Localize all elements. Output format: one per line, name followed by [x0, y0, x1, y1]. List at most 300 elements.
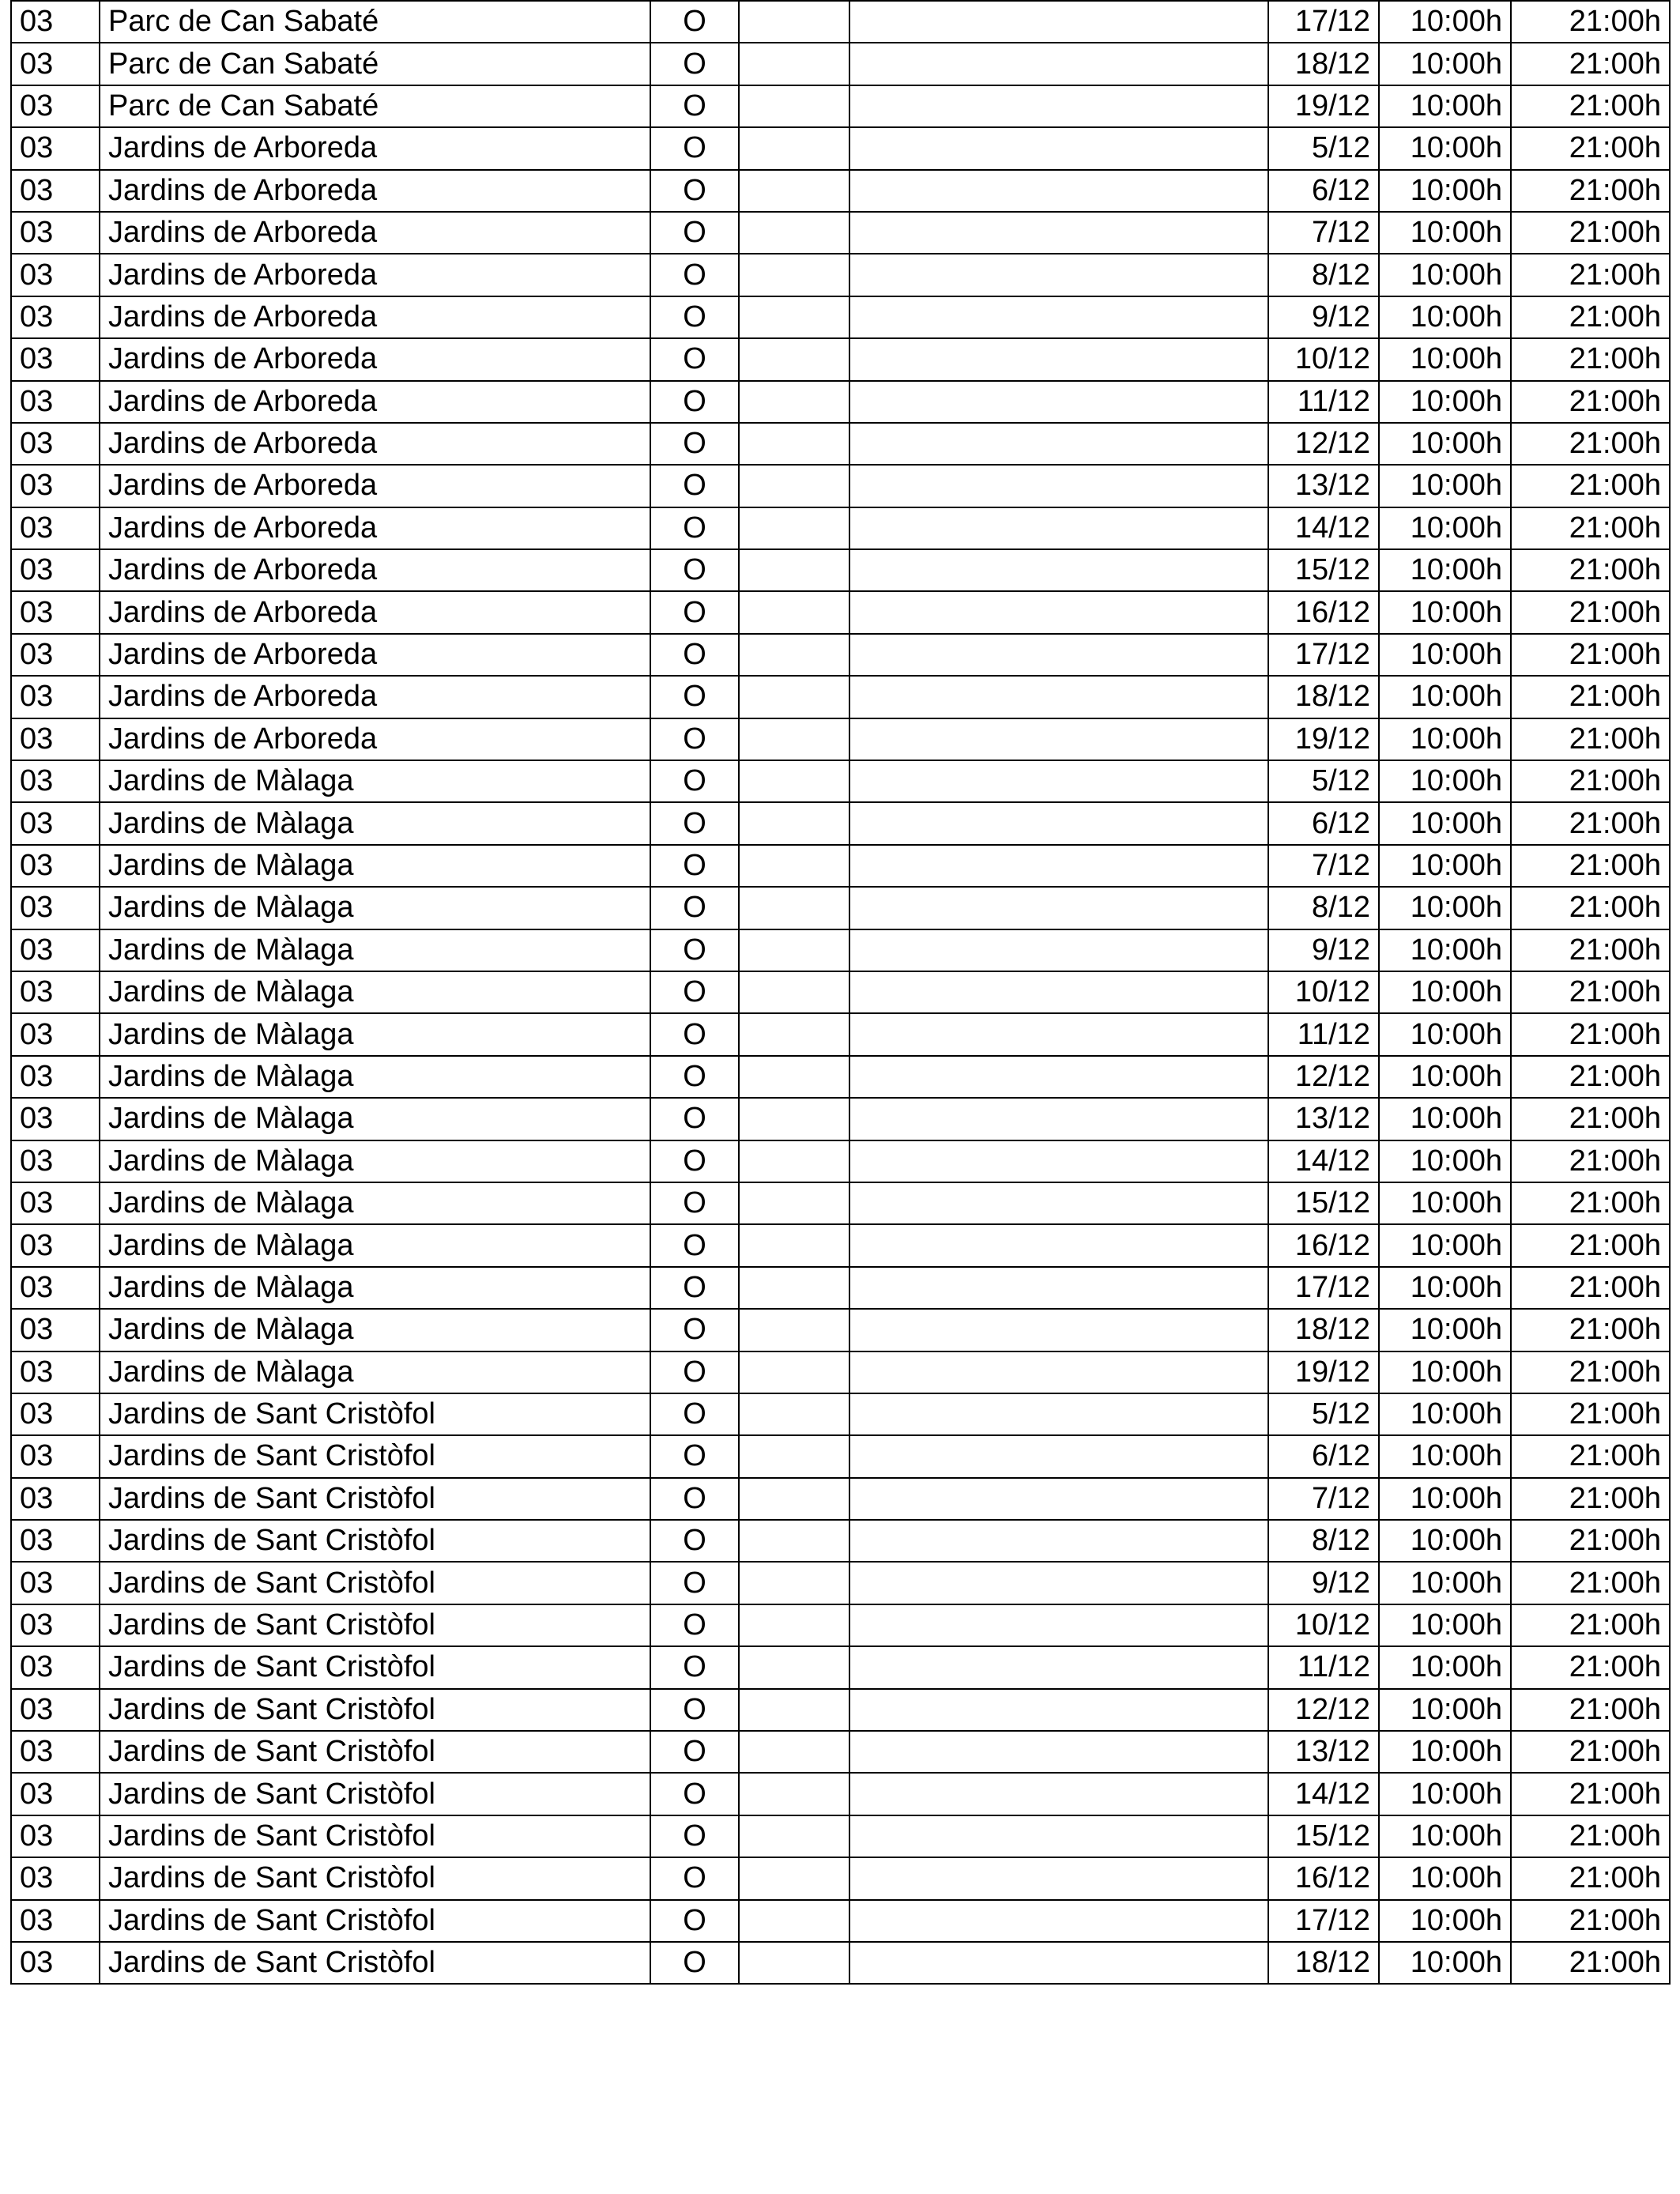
cell-start-time: 10:00h [1379, 1815, 1511, 1857]
cell-end-time: 21:00h [1511, 802, 1670, 844]
cell-empty [739, 1815, 849, 1857]
cell-start-time: 10:00h [1379, 1140, 1511, 1182]
schedule-table [10, 0, 1671, 1985]
cell-empty [849, 212, 1268, 254]
cell-place: Jardins de Arboreda [100, 423, 650, 465]
table-row [11, 591, 1670, 633]
cell-empty [849, 1435, 1268, 1477]
cell-empty [849, 845, 1268, 887]
cell-type: O [650, 1309, 739, 1351]
table-row [11, 212, 1670, 254]
cell-type: O [650, 1351, 739, 1393]
cell-type: O [650, 845, 739, 887]
cell-empty [849, 1942, 1268, 1984]
cell-start-time: 10:00h [1379, 1604, 1511, 1646]
cell-place: Jardins de Sant Cristòfol [100, 1857, 650, 1899]
cell-place: Jardins de Sant Cristòfol [100, 1478, 650, 1520]
cell-empty [739, 549, 849, 591]
cell-empty [739, 1351, 849, 1393]
cell-place: Jardins de Sant Cristòfol [100, 1773, 650, 1815]
cell-place: Jardins de Màlaga [100, 971, 650, 1013]
cell-empty [739, 1520, 849, 1562]
cell-date: 18/12 [1268, 43, 1379, 85]
cell-type: O [650, 465, 739, 507]
cell-empty [849, 1393, 1268, 1435]
table-row [11, 170, 1670, 212]
cell-empty [739, 845, 849, 887]
cell-empty [739, 929, 849, 971]
cell-code: 03 [11, 1056, 100, 1098]
cell-start-time: 10:00h [1379, 802, 1511, 844]
cell-date: 6/12 [1268, 802, 1379, 844]
cell-end-time: 21:00h [1511, 1393, 1670, 1435]
cell-type: O [650, 1942, 739, 1984]
table-row [11, 1731, 1670, 1773]
cell-type: O [650, 296, 739, 338]
cell-code: 03 [11, 1140, 100, 1182]
table-row [11, 1309, 1670, 1351]
cell-date: 17/12 [1268, 1, 1379, 43]
cell-start-time: 10:00h [1379, 1942, 1511, 1984]
cell-place: Jardins de Arboreda [100, 591, 650, 633]
cell-start-time: 10:00h [1379, 1182, 1511, 1224]
cell-empty [739, 1731, 849, 1773]
cell-date: 18/12 [1268, 676, 1379, 718]
cell-type: O [650, 381, 739, 423]
cell-empty [849, 465, 1268, 507]
cell-date: 10/12 [1268, 971, 1379, 1013]
cell-start-time: 10:00h [1379, 85, 1511, 127]
cell-type: O [650, 1393, 739, 1435]
cell-place: Jardins de Màlaga [100, 1140, 650, 1182]
cell-end-time: 21:00h [1511, 465, 1670, 507]
cell-type: O [650, 1857, 739, 1899]
cell-date: 11/12 [1268, 1646, 1379, 1688]
cell-empty [849, 1478, 1268, 1520]
cell-empty [739, 1478, 849, 1520]
cell-code: 03 [11, 381, 100, 423]
cell-end-time: 21:00h [1511, 1731, 1670, 1773]
cell-date: 14/12 [1268, 1140, 1379, 1182]
cell-type: O [650, 1562, 739, 1604]
cell-empty [739, 423, 849, 465]
cell-type: O [650, 1098, 739, 1140]
cell-empty [849, 1815, 1268, 1857]
cell-code: 03 [11, 1520, 100, 1562]
cell-end-time: 21:00h [1511, 1, 1670, 43]
cell-end-time: 21:00h [1511, 1309, 1670, 1351]
cell-type: O [650, 1520, 739, 1562]
cell-end-time: 21:00h [1511, 1435, 1670, 1477]
cell-place: Jardins de Màlaga [100, 887, 650, 929]
cell-date: 15/12 [1268, 1182, 1379, 1224]
cell-type: O [650, 1815, 739, 1857]
cell-date: 13/12 [1268, 1098, 1379, 1140]
table-row [11, 1182, 1670, 1224]
cell-empty [739, 1098, 849, 1140]
cell-place: Jardins de Màlaga [100, 1309, 650, 1351]
cell-empty [849, 507, 1268, 549]
cell-date: 13/12 [1268, 1731, 1379, 1773]
cell-empty [849, 85, 1268, 127]
cell-date: 9/12 [1268, 296, 1379, 338]
table-row [11, 1604, 1670, 1646]
cell-end-time: 21:00h [1511, 1689, 1670, 1731]
cell-end-time: 21:00h [1511, 170, 1670, 212]
cell-type: O [650, 1689, 739, 1731]
cell-empty [739, 127, 849, 169]
cell-empty [739, 1393, 849, 1435]
cell-empty [849, 1646, 1268, 1688]
cell-place: Jardins de Màlaga [100, 1224, 650, 1266]
cell-empty [849, 802, 1268, 844]
cell-code: 03 [11, 845, 100, 887]
cell-end-time: 21:00h [1511, 1646, 1670, 1688]
cell-type: O [650, 676, 739, 718]
cell-start-time: 10:00h [1379, 1013, 1511, 1055]
cell-end-time: 21:00h [1511, 296, 1670, 338]
table-row [11, 1478, 1670, 1520]
cell-date: 5/12 [1268, 760, 1379, 802]
cell-start-time: 10:00h [1379, 1267, 1511, 1309]
cell-empty [849, 381, 1268, 423]
table-row [11, 1140, 1670, 1182]
cell-end-time: 21:00h [1511, 1056, 1670, 1098]
table-row [11, 887, 1670, 929]
cell-date: 5/12 [1268, 1393, 1379, 1435]
cell-type: O [650, 254, 739, 296]
cell-empty [849, 760, 1268, 802]
cell-code: 03 [11, 549, 100, 591]
cell-code: 03 [11, 1435, 100, 1477]
cell-code: 03 [11, 1351, 100, 1393]
cell-type: O [650, 1604, 739, 1646]
cell-type: O [650, 85, 739, 127]
cell-empty [849, 1351, 1268, 1393]
cell-date: 10/12 [1268, 338, 1379, 380]
cell-end-time: 21:00h [1511, 43, 1670, 85]
cell-start-time: 10:00h [1379, 127, 1511, 169]
cell-type: O [650, 1731, 739, 1773]
cell-date: 8/12 [1268, 1520, 1379, 1562]
table-row [11, 1, 1670, 43]
cell-empty [739, 1646, 849, 1688]
cell-empty [849, 170, 1268, 212]
table-row [11, 760, 1670, 802]
cell-start-time: 10:00h [1379, 1646, 1511, 1688]
cell-place: Jardins de Màlaga [100, 1056, 650, 1098]
cell-start-time: 10:00h [1379, 1, 1511, 43]
cell-start-time: 10:00h [1379, 971, 1511, 1013]
cell-empty [739, 1224, 849, 1266]
cell-type: O [650, 1478, 739, 1520]
cell-date: 7/12 [1268, 845, 1379, 887]
cell-place: Jardins de Màlaga [100, 760, 650, 802]
cell-type: O [650, 1773, 739, 1815]
table-row [11, 676, 1670, 718]
cell-date: 9/12 [1268, 1562, 1379, 1604]
table-row [11, 1393, 1670, 1435]
cell-date: 7/12 [1268, 1478, 1379, 1520]
cell-type: O [650, 127, 739, 169]
cell-place: Parc de Can Sabaté [100, 85, 650, 127]
cell-start-time: 10:00h [1379, 1857, 1511, 1899]
cell-date: 15/12 [1268, 549, 1379, 591]
cell-empty [849, 971, 1268, 1013]
cell-code: 03 [11, 971, 100, 1013]
cell-empty [739, 971, 849, 1013]
cell-end-time: 21:00h [1511, 549, 1670, 591]
table-row [11, 1520, 1670, 1562]
cell-empty [849, 1520, 1268, 1562]
cell-place: Jardins de Arboreda [100, 676, 650, 718]
table-row [11, 1900, 1670, 1942]
table-row [11, 507, 1670, 549]
cell-end-time: 21:00h [1511, 634, 1670, 676]
cell-empty [849, 1056, 1268, 1098]
cell-date: 19/12 [1268, 85, 1379, 127]
cell-empty [849, 1773, 1268, 1815]
cell-code: 03 [11, 1562, 100, 1604]
cell-end-time: 21:00h [1511, 887, 1670, 929]
cell-date: 12/12 [1268, 423, 1379, 465]
cell-empty [739, 170, 849, 212]
cell-empty [849, 254, 1268, 296]
table-row [11, 929, 1670, 971]
table-row [11, 1351, 1670, 1393]
cell-end-time: 21:00h [1511, 676, 1670, 718]
cell-end-time: 21:00h [1511, 1013, 1670, 1055]
table-row [11, 634, 1670, 676]
cell-empty [739, 676, 849, 718]
cell-empty [849, 1, 1268, 43]
cell-date: 10/12 [1268, 1604, 1379, 1646]
cell-code: 03 [11, 1393, 100, 1435]
cell-place: Jardins de Màlaga [100, 1013, 650, 1055]
cell-date: 11/12 [1268, 1013, 1379, 1055]
cell-type: O [650, 43, 739, 85]
cell-code: 03 [11, 802, 100, 844]
cell-date: 13/12 [1268, 465, 1379, 507]
cell-code: 03 [11, 1267, 100, 1309]
cell-place: Jardins de Arboreda [100, 465, 650, 507]
cell-end-time: 21:00h [1511, 85, 1670, 127]
cell-date: 18/12 [1268, 1942, 1379, 1984]
cell-code: 03 [11, 170, 100, 212]
cell-empty [849, 1013, 1268, 1055]
cell-end-time: 21:00h [1511, 1182, 1670, 1224]
cell-empty [739, 254, 849, 296]
cell-place: Parc de Can Sabaté [100, 43, 650, 85]
cell-code: 03 [11, 1815, 100, 1857]
cell-end-time: 21:00h [1511, 127, 1670, 169]
cell-start-time: 10:00h [1379, 1056, 1511, 1098]
cell-end-time: 21:00h [1511, 1562, 1670, 1604]
cell-empty [849, 338, 1268, 380]
cell-date: 6/12 [1268, 170, 1379, 212]
table-row [11, 1942, 1670, 1984]
cell-code: 03 [11, 212, 100, 254]
cell-place: Jardins de Sant Cristòfol [100, 1562, 650, 1604]
cell-place: Jardins de Arboreda [100, 549, 650, 591]
cell-type: O [650, 887, 739, 929]
cell-empty [739, 1140, 849, 1182]
cell-type: O [650, 591, 739, 633]
cell-empty [849, 591, 1268, 633]
cell-start-time: 10:00h [1379, 1689, 1511, 1731]
cell-start-time: 10:00h [1379, 887, 1511, 929]
cell-start-time: 10:00h [1379, 549, 1511, 591]
cell-place: Jardins de Màlaga [100, 845, 650, 887]
cell-type: O [650, 718, 739, 760]
cell-start-time: 10:00h [1379, 845, 1511, 887]
cell-empty [849, 1267, 1268, 1309]
table-row [11, 1267, 1670, 1309]
cell-type: O [650, 760, 739, 802]
cell-date: 18/12 [1268, 1309, 1379, 1351]
cell-empty [849, 1900, 1268, 1942]
table-row [11, 1857, 1670, 1899]
cell-code: 03 [11, 718, 100, 760]
table-row [11, 338, 1670, 380]
table-row [11, 254, 1670, 296]
cell-start-time: 10:00h [1379, 212, 1511, 254]
cell-start-time: 10:00h [1379, 1520, 1511, 1562]
cell-empty [849, 634, 1268, 676]
cell-code: 03 [11, 507, 100, 549]
cell-code: 03 [11, 1182, 100, 1224]
cell-place: Jardins de Sant Cristòfol [100, 1393, 650, 1435]
cell-start-time: 10:00h [1379, 507, 1511, 549]
cell-date: 5/12 [1268, 127, 1379, 169]
cell-start-time: 10:00h [1379, 1393, 1511, 1435]
cell-date: 8/12 [1268, 887, 1379, 929]
cell-empty [739, 1942, 849, 1984]
cell-date: 17/12 [1268, 1267, 1379, 1309]
cell-start-time: 10:00h [1379, 1098, 1511, 1140]
cell-place: Jardins de Arboreda [100, 507, 650, 549]
table-row [11, 1435, 1670, 1477]
cell-empty [739, 802, 849, 844]
cell-place: Jardins de Sant Cristòfol [100, 1942, 650, 1984]
cell-code: 03 [11, 1013, 100, 1055]
cell-code: 03 [11, 127, 100, 169]
cell-end-time: 21:00h [1511, 971, 1670, 1013]
table-row [11, 1056, 1670, 1098]
cell-end-time: 21:00h [1511, 1815, 1670, 1857]
cell-place: Jardins de Sant Cristòfol [100, 1604, 650, 1646]
cell-type: O [650, 634, 739, 676]
cell-end-time: 21:00h [1511, 1267, 1670, 1309]
cell-end-time: 21:00h [1511, 1098, 1670, 1140]
cell-place: Jardins de Màlaga [100, 1098, 650, 1140]
cell-empty [849, 1182, 1268, 1224]
cell-end-time: 21:00h [1511, 1351, 1670, 1393]
cell-place: Jardins de Arboreda [100, 170, 650, 212]
cell-start-time: 10:00h [1379, 676, 1511, 718]
cell-empty [739, 1562, 849, 1604]
cell-code: 03 [11, 1731, 100, 1773]
cell-empty [849, 1604, 1268, 1646]
cell-place: Jardins de Sant Cristòfol [100, 1900, 650, 1942]
cell-type: O [650, 549, 739, 591]
cell-place: Jardins de Màlaga [100, 1182, 650, 1224]
cell-end-time: 21:00h [1511, 591, 1670, 633]
cell-empty [739, 1435, 849, 1477]
cell-type: O [650, 423, 739, 465]
cell-start-time: 10:00h [1379, 1478, 1511, 1520]
cell-type: O [650, 212, 739, 254]
cell-type: O [650, 338, 739, 380]
cell-place: Jardins de Arboreda [100, 381, 650, 423]
cell-code: 03 [11, 1224, 100, 1266]
cell-empty [849, 1140, 1268, 1182]
cell-code: 03 [11, 296, 100, 338]
cell-start-time: 10:00h [1379, 591, 1511, 633]
cell-start-time: 10:00h [1379, 634, 1511, 676]
cell-place: Jardins de Màlaga [100, 1351, 650, 1393]
cell-date: 17/12 [1268, 1900, 1379, 1942]
cell-end-time: 21:00h [1511, 1900, 1670, 1942]
cell-place: Jardins de Sant Cristòfol [100, 1689, 650, 1731]
cell-place: Jardins de Màlaga [100, 1267, 650, 1309]
cell-start-time: 10:00h [1379, 1224, 1511, 1266]
cell-end-time: 21:00h [1511, 1604, 1670, 1646]
cell-code: 03 [11, 929, 100, 971]
cell-empty [739, 760, 849, 802]
cell-place: Jardins de Arboreda [100, 296, 650, 338]
cell-date: 8/12 [1268, 254, 1379, 296]
cell-code: 03 [11, 634, 100, 676]
cell-place: Jardins de Arboreda [100, 127, 650, 169]
cell-date: 14/12 [1268, 1773, 1379, 1815]
cell-end-time: 21:00h [1511, 1140, 1670, 1182]
cell-start-time: 10:00h [1379, 1900, 1511, 1942]
cell-end-time: 21:00h [1511, 1478, 1670, 1520]
cell-place: Jardins de Sant Cristòfol [100, 1520, 650, 1562]
table-row [11, 971, 1670, 1013]
cell-empty [849, 1562, 1268, 1604]
cell-date: 15/12 [1268, 1815, 1379, 1857]
cell-place: Jardins de Arboreda [100, 718, 650, 760]
cell-place: Jardins de Arboreda [100, 212, 650, 254]
cell-place: Jardins de Arboreda [100, 254, 650, 296]
cell-type: O [650, 1224, 739, 1266]
cell-empty [739, 1309, 849, 1351]
table-row [11, 1562, 1670, 1604]
cell-code: 03 [11, 43, 100, 85]
cell-code: 03 [11, 85, 100, 127]
cell-empty [739, 1, 849, 43]
table-row [11, 1646, 1670, 1688]
cell-type: O [650, 1435, 739, 1477]
cell-empty [739, 212, 849, 254]
cell-date: 7/12 [1268, 212, 1379, 254]
cell-empty [739, 1013, 849, 1055]
cell-empty [849, 1689, 1268, 1731]
cell-empty [739, 507, 849, 549]
cell-type: O [650, 507, 739, 549]
cell-type: O [650, 802, 739, 844]
cell-end-time: 21:00h [1511, 929, 1670, 971]
cell-empty [849, 296, 1268, 338]
cell-start-time: 10:00h [1379, 254, 1511, 296]
cell-place: Jardins de Arboreda [100, 634, 650, 676]
cell-code: 03 [11, 1, 100, 43]
cell-code: 03 [11, 465, 100, 507]
cell-place: Jardins de Arboreda [100, 338, 650, 380]
cell-type: O [650, 170, 739, 212]
